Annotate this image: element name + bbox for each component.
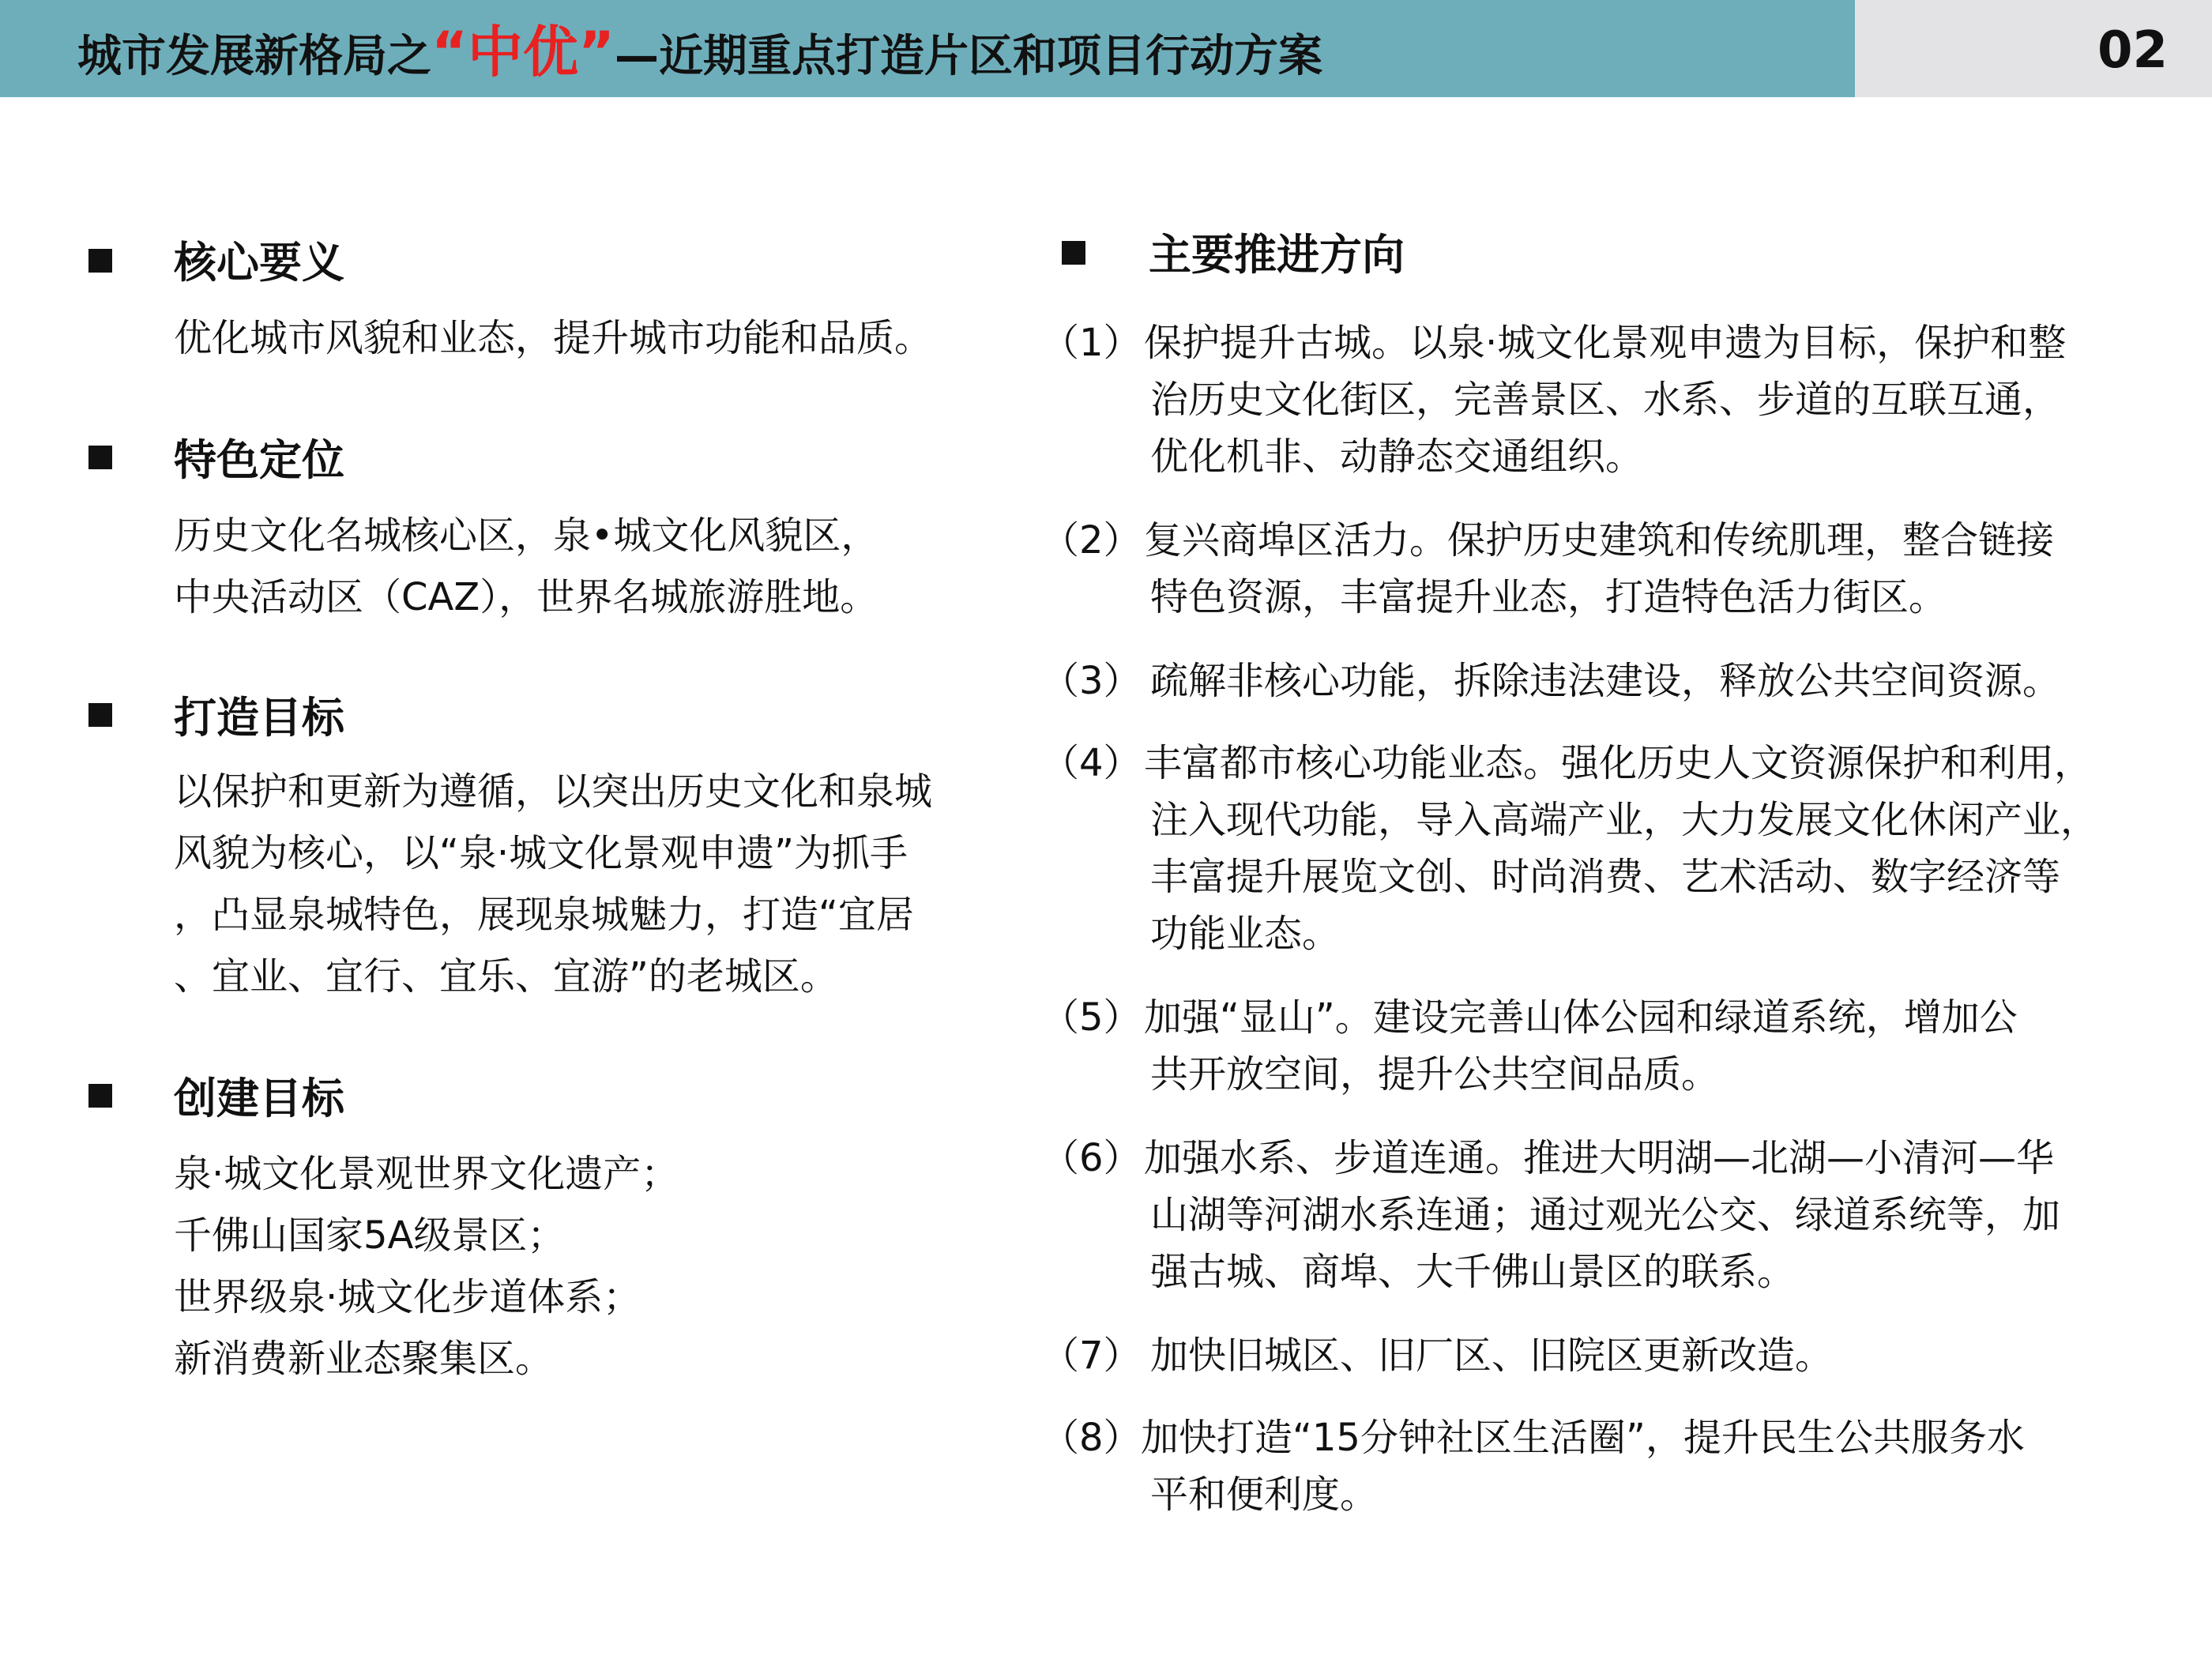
section-text: 中央活动区（CAZ），世界名城旅游胜地。 [174,575,878,619]
item-text: 山湖等河湖水系连通；通过观光公交、绿道系统等，加 [1150,1193,2061,1237]
section-heading-goal: 打造目标 [174,693,344,743]
page-title [77,0,1322,97]
section-heading-positioning: 特色定位 [174,435,344,485]
title-suffix: —近期重点打造片区和项目行动方案 [615,31,1323,82]
section-text: 优化城市风貌和业态，提升城市功能和品质。 [174,316,933,360]
section-text: 千佛山国家5A级景区； [174,1213,566,1258]
item-text: 特色资源，丰富提升业态，打造特色活力街区。 [1150,575,1947,619]
section-text: 世界级泉·城文化步道体系； [174,1275,641,1319]
bullet-square-icon [88,249,112,273]
section-text: 历史文化名城核心区，泉•城文化风貌区， [174,514,879,558]
item-text: 强古城、商埠、大千佛山景区的联系。 [1150,1250,1796,1294]
item-number: （5） [1041,995,1142,1040]
item-number: （2） [1041,518,1142,562]
section-text: ，凸显泉城特色，展现泉城魅力，打造“宜居 [174,893,914,937]
item-text: 注入现代功能，导入高端产业，大力发展文化休闲产业， [1150,798,2099,842]
section-text: 风貌为核心，以“泉·城文化景观申遗”为抓手 [174,831,908,875]
item-text: 优化机非、动静态交通组织。 [1150,434,1644,479]
item-text: 复兴商埠区活力。保护历史建筑和传统肌理，整合链接 [1144,518,2055,562]
bullet-square-icon [1062,241,1085,265]
item-text: 加快打造“15分钟社区生活圈”，提升民生公共服务水 [1141,1416,2025,1460]
item-text: 平和便利度。 [1150,1473,1379,1517]
section-text: 新消费新业态聚集区。 [174,1337,554,1381]
section-text: 以保护和更新为遵循，以突出历史文化和泉城 [174,769,933,814]
item-text: 丰富提升展览文创、时尚消费、艺术活动、数字经济等 [1150,855,2061,899]
item-number: （7） [1041,1334,1142,1378]
item-text: 共开放空间，提升公共空间品质。 [1150,1052,1720,1097]
section-heading-create: 创建目标 [174,1074,344,1123]
title-prefix: 城市发展新格局之 [77,31,431,82]
title-highlight: “中优” [431,20,615,85]
page-number: 02 [2097,21,2168,80]
item-text: 加强“显山”。建设完善山体公园和绿道系统，增加公 [1144,995,2018,1040]
item-number: （6） [1041,1136,1142,1180]
item-text: 治历史文化街区，完善景区、水系、步道的互联互通， [1150,378,2061,422]
item-text: 疏解非核心功能，拆除违法建设，释放公共空间资源。 [1150,659,2061,703]
item-text: 丰富都市核心功能业态。强化历史人文资源保护和利用， [1144,741,2093,785]
section-heading-directions: 主要推进方向 [1149,230,1405,280]
item-number: （4） [1041,741,1142,785]
item-text: 功能业态。 [1150,912,1341,956]
bullet-square-icon [88,703,112,727]
item-number: （8） [1041,1416,1142,1460]
bullet-square-icon [88,446,112,469]
section-text: 泉·城文化景观世界文化遗产； [174,1152,679,1196]
section-heading-core: 核心要义 [174,238,344,288]
item-number: （1） [1041,321,1142,365]
section-text: 、宜业、宜行、宜乐、宜游”的老城区。 [174,954,838,999]
item-number: （3） [1041,659,1142,703]
item-text: 加强水系、步道连通。推进大明湖—北湖—小清河—华 [1144,1136,2055,1180]
bullet-square-icon [88,1084,112,1108]
item-text: 保护提升古城。以泉·城文化景观申遗为目标，保护和整 [1144,321,2067,365]
item-text: 加快旧城区、旧厂区、旧院区更新改造。 [1150,1334,1834,1378]
